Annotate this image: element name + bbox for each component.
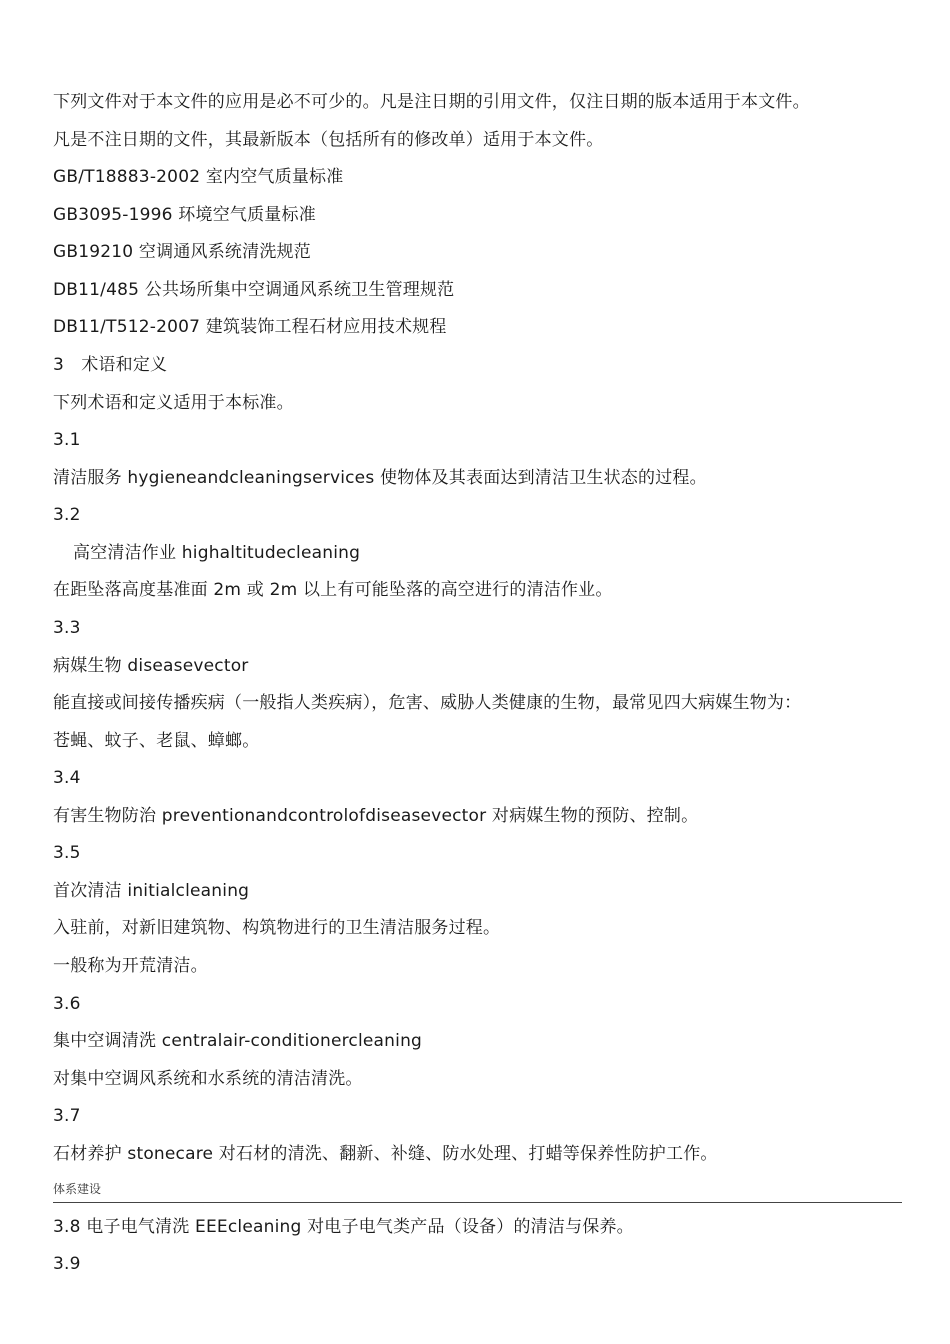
term-definition: 石材养护 stonecare 对石材的清洗、翻新、补缝、防水处理、打蜡等保养性防护工作。 <box>53 1144 718 1164</box>
text-line: 下列术语和定义适用于本标准。 <box>53 393 294 413</box>
section-footer-label: 体系建设 <box>53 1182 102 1196</box>
term-title: 病媒生物 diseasevector <box>53 656 249 676</box>
reference-item: GB19210 空调通风系统清洗规范 <box>53 242 311 262</box>
term-title: 集中空调清洗 centralair-conditionercleaning <box>53 1031 423 1051</box>
term-definition: 3.8 电子电气清洗 EEEcleaning 对电子电气类产品（设备）的清洁与保养。 <box>53 1217 634 1237</box>
term-definition: 苍蝇、蚊子、老鼠、蟑螂。 <box>53 731 260 751</box>
reference-item: DB11/485 公共场所集中空调通风系统卫生管理规范 <box>53 280 455 300</box>
reference-item: GB/T18883-2002 室内空气质量标准 <box>53 167 344 187</box>
section-heading: 3 术语和定义 <box>53 355 168 375</box>
term-definition: 清洁服务 hygieneandcleaningservices 使物体及其表面达到清洁卫生状态的过程。 <box>53 468 707 488</box>
term-definition: 对集中空调风系统和水系统的清洁清洗。 <box>53 1069 363 1089</box>
clause-number: 3.3 <box>53 618 81 638</box>
text-line: 凡是不注日期的文件，其最新版本（包括所有的修改单）适用于本文件。 <box>53 130 604 150</box>
term-title: 高空清洁作业 highaltitudecleaning <box>73 543 361 563</box>
term-title: 首次清洁 initialcleaning <box>53 881 250 901</box>
reference-item: GB3095-1996 环境空气质量标准 <box>53 205 316 225</box>
term-definition: 有害生物防治 preventionandcontrolofdiseasevector 对病媒生物的预防、控制。 <box>53 806 699 826</box>
clause-number: 3.6 <box>53 994 81 1014</box>
divider-line <box>53 1202 902 1203</box>
term-definition: 一般称为开荒清洁。 <box>53 956 208 976</box>
clause-number: 3.1 <box>53 430 81 450</box>
term-definition: 入驻前，对新旧建筑物、构筑物进行的卫生清洁服务过程。 <box>53 918 501 938</box>
text-line: 下列文件对于本文件的应用是必不可少的。凡是注日期的引用文件，仅注日期的版本适用于本文件。 <box>53 92 810 112</box>
clause-number: 3.5 <box>53 843 81 863</box>
term-definition: 能直接或间接传播疾病（一般指人类疾病），危害、威胁人类健康的生物，最常见四大病媒生物为： <box>53 693 802 713</box>
clause-number: 3.4 <box>53 768 81 788</box>
clause-number: 3.7 <box>53 1106 81 1126</box>
reference-item: DB11/T512-2007 建筑装饰工程石材应用技术规程 <box>53 317 447 337</box>
clause-number: 3.2 <box>53 505 81 525</box>
term-definition: 在距坠落高度基准面 2m 或 2m 以上有可能坠落的高空进行的清洁作业。 <box>53 580 613 600</box>
clause-number: 3.9 <box>53 1254 81 1274</box>
